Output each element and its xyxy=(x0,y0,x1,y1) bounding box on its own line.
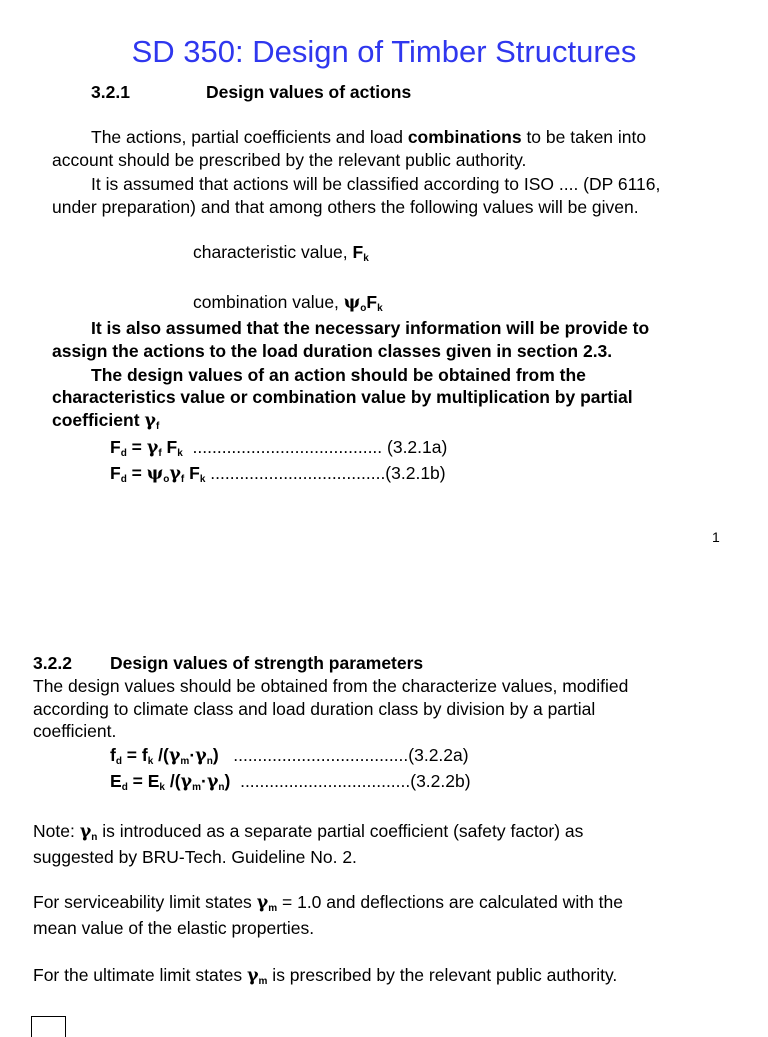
page-number: 1 xyxy=(712,529,720,545)
equation-321b: $F_d = \psi_o\gamma_f$ $F_k$ ....................................(3.2.1b) xyxy=(110,463,446,485)
ultimate-limit-line: For the ultimate limit states $\gamma_m$ is prescribed by the relevant public authority. xyxy=(33,965,618,987)
document-title: SD 350: Design of Timber Structures xyxy=(131,34,637,69)
paragraph-2-line-2: under preparation) and that among others the following values will be given. xyxy=(52,197,639,217)
serviceability-line-1: For serviceability limit states $\gamma_m = 1.0$ and deflections are calculated with the xyxy=(33,892,623,914)
equation-321a: $F_d = \gamma_f$ $F_k$ ....................................... (3.2.1a) xyxy=(110,437,448,459)
section-heading-322: Design values of strength parameters xyxy=(110,653,424,673)
paragraph-1-line-2: account should be prescribed by the relevant public authority. xyxy=(52,150,527,170)
characteristic-value-line: characteristic value, $F_k$ xyxy=(193,242,369,264)
note-line-1: Note: $\gamma_n$ is introduced as a separate partial coefficient (safety factor) as xyxy=(33,821,584,843)
section-322-line-1: The design values should be obtained from the characterize values, modified xyxy=(33,676,629,696)
bold-paragraph-line-1: It is also assumed that the necessary information will be provide to xyxy=(91,318,650,338)
note-line-2: suggested by BRU-Tech. Guideline No. 2. xyxy=(33,847,357,867)
equation-322a: $f_d = f_k$ $/(\gamma_m\cdot\gamma_n)$ ....................................(3.2.2a) xyxy=(110,745,469,767)
section-number-322: 3.2.2 xyxy=(33,653,72,673)
section-number-321: 3.2.1 xyxy=(91,82,130,102)
section-322-line-2: according to climate class and load duration class by division by a partial xyxy=(33,699,596,719)
bold-paragraph-line-2: assign the actions to the load duration classes given in section 2.3. xyxy=(52,341,613,361)
bold-paragraph-line-4: characteristics value or combination value by multiplication by partial xyxy=(52,387,633,407)
combination-value-line: combination value, $\psi_oF_k$ xyxy=(193,292,383,314)
paragraph-1-line-1: The actions, partial coefficients and load combinations to be taken into xyxy=(91,127,647,147)
paragraph-2-line-1: It is assumed that actions will be classified according to ISO .... (DP 6116, xyxy=(91,174,661,194)
text-box-outline xyxy=(31,1016,66,1037)
serviceability-line-2: mean value of the elastic properties. xyxy=(33,918,315,938)
equation-322b: $E_d = E_k$ $/(\gamma_m\cdot\gamma_n)$ ...................................(3.2.2b) xyxy=(110,771,471,793)
bold-paragraph-line-3: The design values of an action should be obtained from the xyxy=(91,365,586,385)
section-322-line-3: coefficient. xyxy=(33,721,117,741)
section-heading-321: Design values of actions xyxy=(206,82,412,102)
bold-paragraph-line-5: coefficient $\gamma_f$ xyxy=(52,410,160,432)
